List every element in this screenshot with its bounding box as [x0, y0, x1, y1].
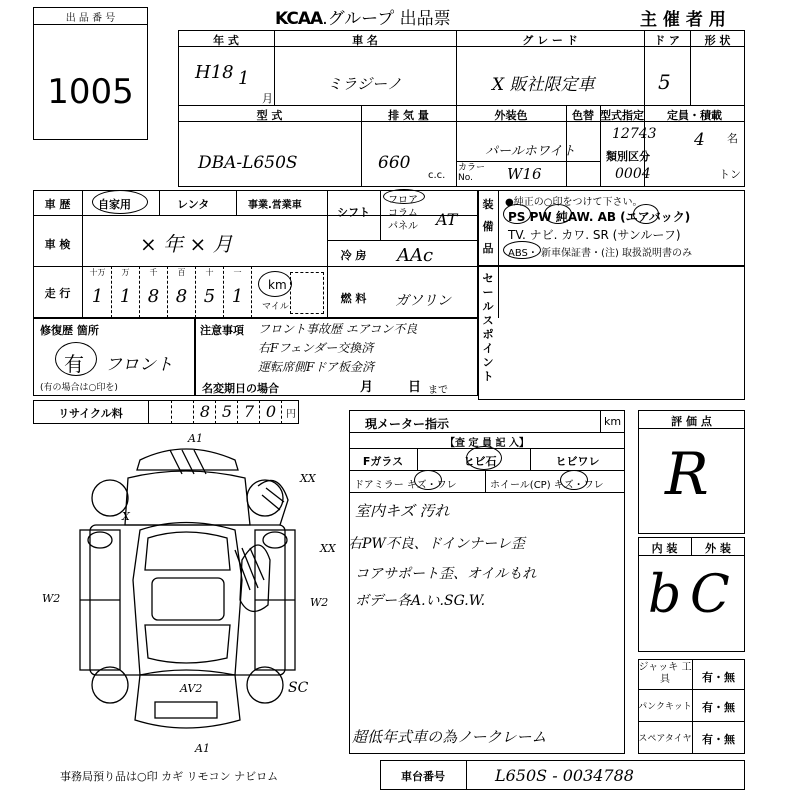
- color-change-label: 色替: [572, 109, 594, 122]
- mileage-unit-label: 十万: [89, 268, 106, 277]
- color-value: パールホワイト: [485, 144, 576, 159]
- expiry-suffix: まで: [428, 385, 448, 396]
- type-designation-label: 型式指定: [600, 109, 644, 122]
- evaluation-label: 評 価 点: [671, 415, 712, 428]
- repair-value: フロント: [105, 355, 173, 375]
- mark-av2: AV2: [180, 682, 203, 695]
- mileage-digit: 5: [203, 286, 216, 307]
- inspection-value: × 年 × 月: [140, 232, 233, 256]
- grade-value: X 販社限定車: [492, 75, 595, 95]
- mileage-cell: [168, 266, 196, 318]
- inspection-label: 車 検: [44, 238, 71, 251]
- mileage-unit-label: 一: [233, 268, 242, 277]
- month-value: 1: [238, 68, 250, 89]
- punk-kit-yes-no: 有・無: [702, 701, 735, 714]
- f-glass-label: Fガラス: [362, 455, 404, 468]
- notes-line-2: 右Fフェンダー交換済: [258, 341, 374, 355]
- inspector-header: 【査 定 員 記 入】: [445, 438, 529, 449]
- color-no-label: カラー No.: [458, 163, 486, 183]
- brand-logo: KCAA: [275, 9, 323, 29]
- notes-line-3: 運転席側Fドア板金済: [258, 360, 374, 374]
- color-code-value: W16: [507, 165, 542, 183]
- lot-number-label: 出 品 番 号: [65, 13, 116, 24]
- mark-sc: SC: [288, 680, 309, 696]
- jack-label: ジャッキ 工 具: [638, 662, 692, 685]
- capacity-value: 4: [694, 130, 705, 150]
- mirror-scratch-circle: [414, 470, 442, 490]
- interior-value: b: [648, 565, 682, 625]
- meter-label: 現メーター指示: [365, 417, 450, 431]
- mileage-unit-label: 千: [149, 268, 158, 277]
- mileage-cell: [140, 266, 168, 318]
- fuel-value: ガソリン: [395, 293, 451, 309]
- door-mirror-label: ドアミラー キズ・ワレ: [354, 480, 457, 491]
- history-label: 車 歴: [44, 198, 71, 211]
- door-value: 5: [658, 70, 671, 94]
- mileage-digit: 1: [231, 286, 244, 307]
- remark-2: 右PW不良、ドインナーレ歪: [348, 536, 525, 552]
- type-designation-value: 12743: [612, 126, 657, 142]
- mileage-digit: 1: [91, 286, 104, 307]
- shift-option-column: コラム: [388, 208, 418, 219]
- shift-option-floor: フロア: [388, 195, 418, 206]
- mileage-digit: 8: [147, 286, 160, 307]
- sales-point-box: [478, 266, 745, 400]
- shift-value: AT: [436, 210, 458, 229]
- punk-kit-label: パンクキット: [638, 702, 692, 712]
- title-text: .グループ 出品票: [322, 9, 451, 29]
- recycle-digit: 0: [265, 402, 277, 421]
- capacity-unit: 名: [727, 132, 738, 145]
- chip-label: ヒビ石: [463, 455, 497, 468]
- ab-circle: [633, 204, 659, 224]
- mileage-unit-box: [290, 272, 324, 314]
- model-value: ミラジーノ: [327, 75, 402, 93]
- notes-line-1: フロント事故歴 エアコン不良: [258, 322, 418, 336]
- mileage-cell: [112, 266, 140, 318]
- recycle-digit-cell: [150, 400, 172, 424]
- km-circle: [258, 271, 292, 297]
- history-option-private: 自家用: [98, 198, 131, 211]
- history-option-rental: レンタ: [177, 198, 210, 211]
- equipment-line-1: PS PW 純AW. AB (エアバック): [508, 210, 691, 224]
- mark-xx-1: XX: [300, 472, 316, 485]
- history-private-circle: [92, 190, 148, 214]
- chip-circle: [466, 446, 502, 470]
- mark-x-left: X: [122, 510, 130, 523]
- wheel-scratch-circle: [560, 470, 588, 490]
- displacement-unit: c.c.: [428, 170, 446, 181]
- crack-label: ヒビワレ: [555, 455, 600, 468]
- repair-marker-circle: [55, 342, 97, 376]
- notes-label: 注意事項: [200, 324, 244, 337]
- chassis-number: L650S - 0034788: [495, 766, 634, 785]
- equipment-line-2: TV. ナビ. カワ. SR (サンルーフ): [508, 228, 681, 242]
- mileage-unit-label: 百: [177, 268, 186, 277]
- recycle-digit: 8: [199, 402, 211, 421]
- equipment-line-3: ABS・ 新車保証書・(注) 取扱説明書のみ: [508, 248, 693, 259]
- model-label: 車 名: [352, 34, 378, 47]
- repair-label: 修復歴 箇所: [40, 324, 99, 337]
- month-unit: 月: [262, 92, 273, 105]
- color-label: 外装色: [494, 109, 528, 122]
- mark-xx-2: XX: [320, 542, 336, 555]
- category-label: 類別区分: [606, 150, 650, 163]
- remark-5: 超低年式車の為ノークレーム: [352, 728, 547, 746]
- equipment-label: 装 備 品: [482, 198, 494, 255]
- load-unit: トン: [719, 168, 741, 181]
- recycle-unit: 円: [286, 409, 296, 420]
- repair-note: (有の場合は○印を): [40, 383, 118, 393]
- year-value: H18: [195, 62, 234, 83]
- chassis-label: 車台番号: [401, 770, 445, 783]
- jack-yes-no: 有・無: [702, 671, 735, 684]
- sales-point-label: セ ー ル ス ポ イ ン ト: [482, 272, 494, 383]
- mark-w2-left: W2: [42, 592, 61, 605]
- mileage-digit: 8: [175, 286, 188, 307]
- mileage-unit-label: 十: [205, 268, 214, 277]
- door-label: ド ア: [654, 34, 680, 47]
- ac-label: 冷 房: [340, 249, 367, 262]
- recycle-digit: 7: [243, 402, 255, 421]
- spare-tire-yes-no: 有・無: [702, 733, 735, 746]
- wheel-label: ホイール(CP) キズ・ワレ: [490, 480, 604, 491]
- year-label: 年 式: [213, 34, 239, 47]
- mile-unit: マイル: [262, 302, 289, 312]
- exterior-value: C: [690, 565, 730, 625]
- organizer-label: 主 催 者 用: [640, 10, 726, 30]
- recycle-label: リサイクル料: [58, 407, 123, 420]
- remark-3: コアサポート歪、オイルもれ: [355, 566, 537, 582]
- mileage-label: 走 行: [44, 287, 71, 300]
- remark-4: ボデー各A.い.SG.W.: [355, 593, 486, 609]
- lot-number: 1005: [47, 72, 134, 112]
- exterior-label: 外 装: [705, 542, 731, 555]
- expiry-label: 名変期日の場合: [202, 382, 279, 395]
- recycle-digit: 5: [221, 402, 233, 421]
- mark-a1-front: A1: [188, 432, 203, 445]
- mark-w2-right: W2: [310, 596, 329, 609]
- sheet-title: [275, 4, 451, 29]
- meter-unit: km: [604, 415, 622, 428]
- mileage-cell: [196, 266, 224, 318]
- equipment-note: ●純正の○印をつけて下さい。: [505, 197, 643, 208]
- shift-label: シフト: [337, 206, 370, 219]
- category-value: 0004: [615, 166, 651, 182]
- mileage-unit-label: 万: [121, 268, 130, 277]
- expiry-month: 月: [360, 380, 374, 395]
- interior-label: 内 装: [651, 542, 678, 555]
- abs-circle: [503, 241, 541, 259]
- evaluation-value: R: [665, 440, 709, 508]
- type-value: DBA-L650S: [198, 153, 298, 173]
- shift-floor-circle: [383, 189, 425, 204]
- car-damage-diagram: [30, 430, 350, 760]
- repair-marker: 有: [64, 352, 84, 376]
- mileage-cell: [224, 266, 252, 318]
- displacement-value: 660: [378, 153, 411, 173]
- expiry-day: 日: [408, 380, 422, 395]
- mark-a1-rear: A1: [195, 742, 210, 755]
- history-option-business: 事業.営業車: [248, 200, 302, 211]
- mileage-digit: 1: [119, 286, 132, 307]
- remark-1: 室内キズ 汚れ: [355, 502, 450, 520]
- deposit-items: 事務局預り品は○印 カギ リモコン ナビロム: [60, 770, 279, 783]
- fuel-label: 燃 料: [340, 292, 367, 305]
- type-label: 型 式: [256, 109, 283, 122]
- spare-tire-label: スペアタイヤ: [638, 734, 692, 744]
- displacement-label: 排 気 量: [388, 109, 429, 122]
- ac-value: AAc: [397, 245, 434, 266]
- mileage-cell: [84, 266, 112, 318]
- shift-option-panel: パネル: [388, 221, 418, 232]
- grade-label: グ レ ー ド: [522, 34, 578, 47]
- pw-circle: [544, 204, 572, 224]
- ps-circle: [503, 204, 531, 224]
- km-unit: km: [268, 278, 287, 292]
- capacity-label: 定員・積載: [667, 109, 722, 122]
- recycle-digit-cell: [172, 400, 194, 424]
- body-type-label: 形 状: [704, 34, 731, 47]
